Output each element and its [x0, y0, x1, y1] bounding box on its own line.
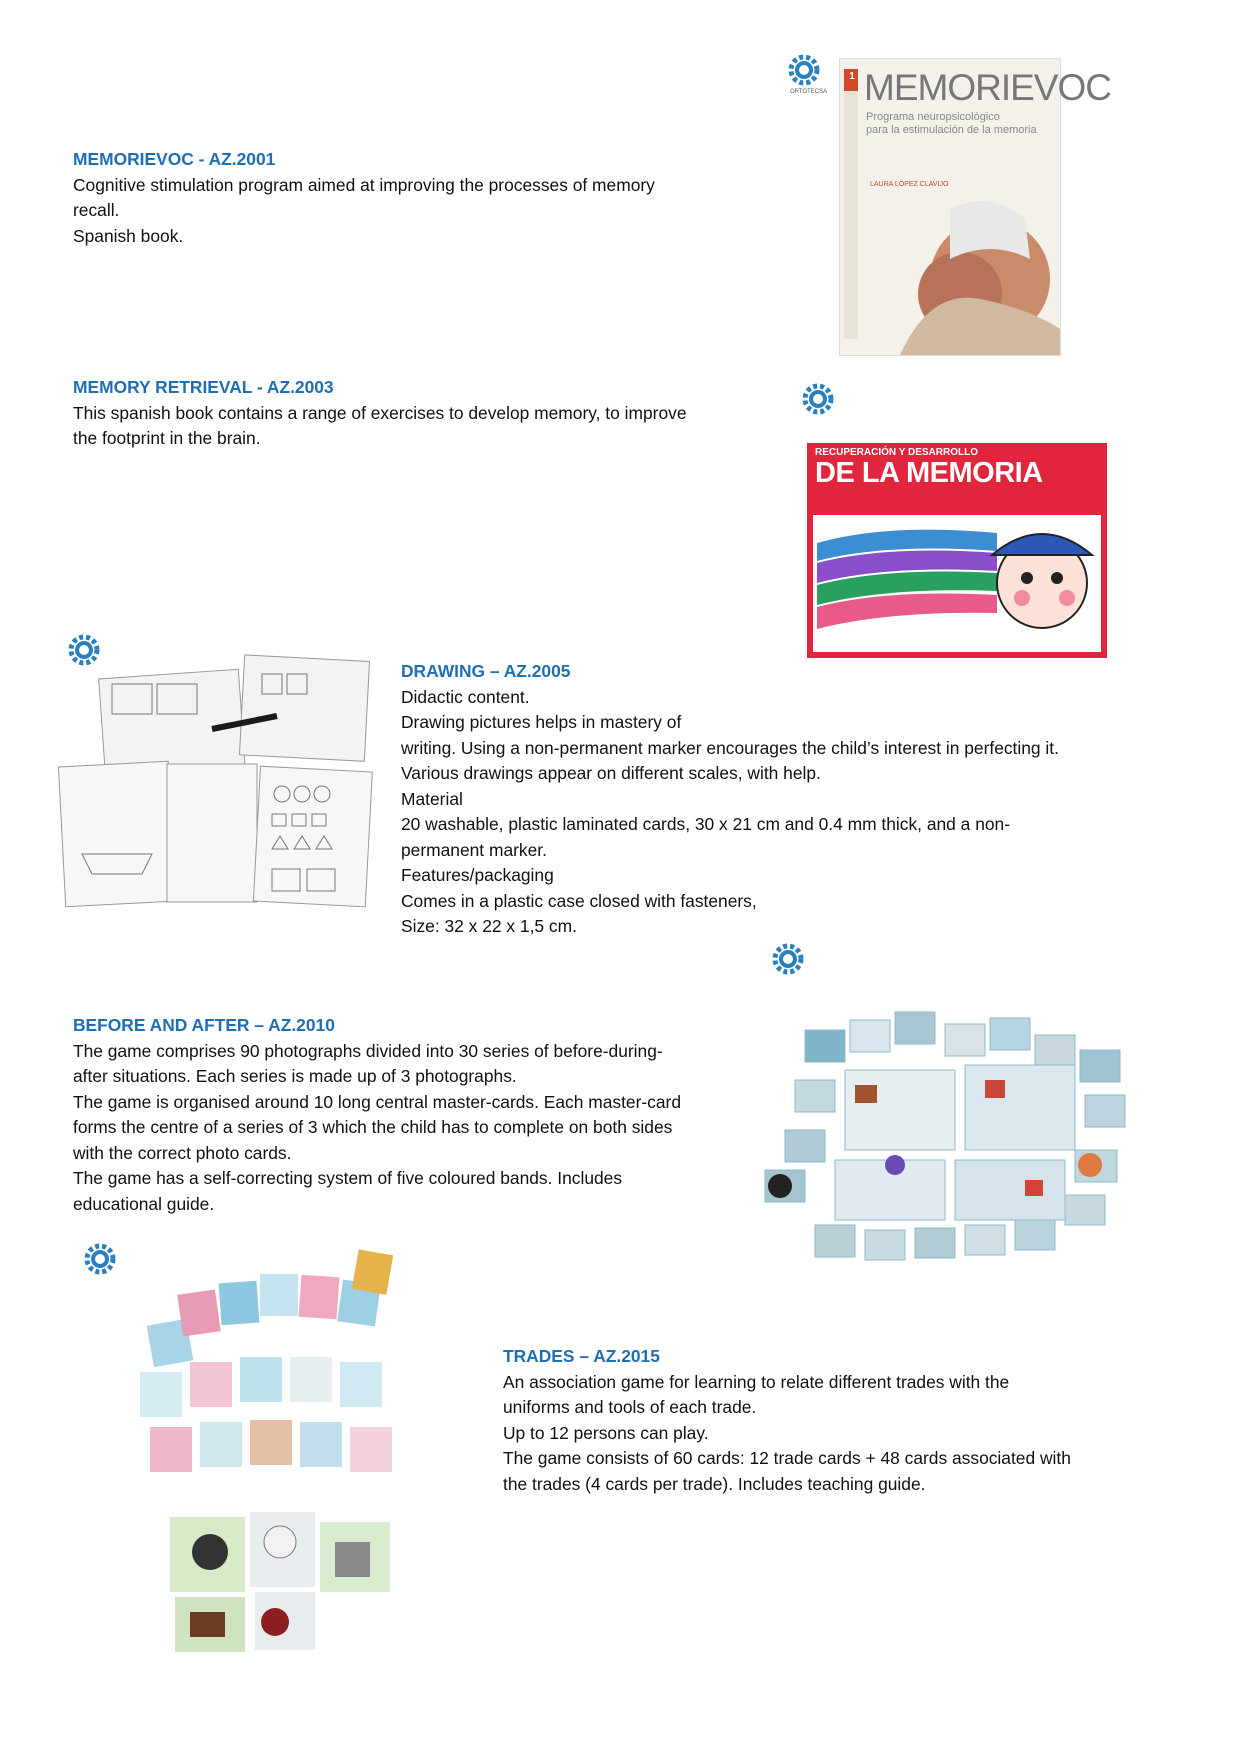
product-line: The game is organised around 10 long central master-cards. Each master-card [73, 1091, 682, 1112]
memoria-cover [807, 443, 1107, 658]
product-line: after situations. Each series is made up of 3 photographs. [73, 1066, 517, 1086]
drawing-cards-photo [62, 654, 374, 906]
product-line: An association game for learning to relate different trades with the [503, 1371, 1010, 1392]
product-line: 20 washable, plastic laminated cards, 30 x 21 cm and 0.4 mm thick, and a non- [401, 814, 1010, 834]
product-line: uniforms and tools of each trade. [503, 1397, 757, 1417]
cover-subtitle: Programa neuropsicológico [866, 111, 1000, 123]
product-line: educational guide. [73, 1193, 215, 1214]
product-line: writing. Using a non-permanent marker encourages the child’s interest in perfecting it. [401, 737, 1059, 758]
product-trades [503, 1344, 1203, 1497]
product-line: Size: 32 x 22 x 1,5 cm. [401, 916, 577, 936]
product-title: BEFORE AND AFTER – AZ.2010 [73, 1015, 335, 1035]
product-line: Various drawings appear on different scales, with help. [401, 763, 821, 783]
gear-icon [796, 383, 840, 427]
cover-title: MEMORIEVOC [864, 67, 1111, 108]
memorievoc-cover [839, 58, 1111, 356]
brand-logo [796, 383, 840, 427]
product-line: Cognitive stimulation program aimed at improving the processes of memory [73, 174, 655, 195]
product-line: the footprint in the brain. [73, 428, 261, 448]
product-line: The game comprises 90 photographs divided into 30 series of before-during- [73, 1040, 663, 1061]
product-line: the trades (4 cards per trade). Includes teaching guide. [503, 1473, 926, 1494]
brand-logo [78, 1243, 122, 1287]
product-line: Up to 12 persons can play. [503, 1422, 709, 1443]
product-title: DRAWING – AZ.2005 [401, 661, 571, 681]
product-line: recall. [73, 200, 120, 220]
product-memorievoc [73, 147, 753, 249]
product-line: Drawing pictures helps in mastery of [401, 712, 682, 732]
product-line: with the correct photo cards. [73, 1142, 292, 1163]
product-line: Features/packaging [401, 865, 554, 885]
product-line: Material [401, 788, 463, 809]
product-line: This spanish book contains a range of exercises to develop memory, to improve [73, 402, 687, 423]
product-before-after [73, 1013, 763, 1217]
product-title: TRADES – AZ.2015 [503, 1346, 660, 1366]
product-line: permanent marker. [401, 839, 547, 860]
product-drawing [401, 659, 1201, 940]
product-line: The game has a self-correcting system of five coloured bands. Includes [73, 1168, 623, 1188]
logo-text: ORTOTECSA [790, 89, 828, 95]
trades-cards-photo [130, 1252, 405, 1652]
product-title: MEMORIEVOC - AZ.2001 [73, 149, 276, 169]
cover-number: 1 [849, 71, 855, 82]
product-line: The game consists of 60 cards: 12 trade cards + 48 cards associated with [503, 1448, 1071, 1468]
product-line: Comes in a plastic case closed with fasteners, [401, 890, 757, 911]
product-line: Spanish book. [73, 225, 184, 246]
product-line: Didactic content. [401, 686, 530, 707]
cover-author: LAURA LÓPEZ CLAVIJO [870, 181, 949, 188]
product-memory-retrieval [73, 375, 763, 452]
before-after-cards-photo [755, 1000, 1140, 1265]
cover-subtitle: para la estimulación de la memoria [866, 124, 1037, 136]
product-title: MEMORY RETRIEVAL - AZ.2003 [73, 377, 334, 397]
product-line: forms the centre of a series of 3 which the child has to complete on both sides [73, 1117, 673, 1137]
cover-title: DE LA MEMORIA [815, 457, 1043, 489]
gear-icon [78, 1243, 122, 1287]
cover-kicker: RECUPERACIÓN Y DESARROLLO [815, 447, 978, 458]
brand-logo [766, 943, 810, 987]
gear-icon [766, 943, 810, 987]
